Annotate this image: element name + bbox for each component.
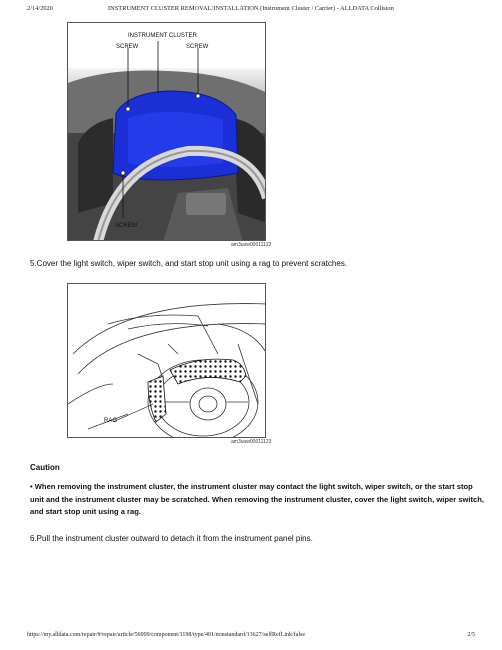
label-rag: RAG bbox=[104, 418, 118, 424]
label-screw-left: SCREW bbox=[116, 44, 139, 50]
footer-url: https://my.alldata.com/repair/#/repair/article/56999/component/1198/type/401/nonstandard/13627/selfRefLink/false bbox=[27, 632, 305, 638]
instrument-cluster-figure bbox=[67, 22, 266, 241]
instrument-cluster-photo bbox=[68, 23, 266, 241]
caution-heading: Caution bbox=[30, 463, 60, 472]
step-5-text: 5.Cover the light switch, wiper switch, and start stop unit using a rag to prevent scratches. bbox=[30, 259, 348, 268]
label-screw-right: SCREW bbox=[186, 44, 209, 50]
header-date: 2/14/2020 bbox=[27, 5, 53, 12]
header-title: INSTRUMENT CLUSTER REMOVAL/INSTALLATION (Instrument Cluster / Carrier) - ALLDATA Collision bbox=[108, 5, 394, 12]
step-6-text: 6.Pull the instrument cluster outward to detach it from the instrument panel pins. bbox=[30, 534, 313, 543]
label-instrument-cluster: INSTRUMENT CLUSTER bbox=[128, 33, 197, 39]
rag-cover-drawing bbox=[68, 284, 266, 438]
figure2-image-id: am3uuw00011123 bbox=[231, 439, 272, 445]
footer-page-number: 2/5 bbox=[467, 632, 475, 638]
rag-cover-figure bbox=[67, 283, 266, 438]
label-screw-bottom: SCREW bbox=[115, 223, 138, 229]
figure1-image-id: am3uuw00011122 bbox=[231, 242, 272, 248]
caution-body: • When removing the instrument cluster, the instrument cluster may contact the light switch, wiper switch, or the start stop unit and the instrument cluster may be scratched. When removing the instrument cluster, cover the light switch, wiper switch, and start stop unit using a rag. bbox=[30, 482, 485, 516]
